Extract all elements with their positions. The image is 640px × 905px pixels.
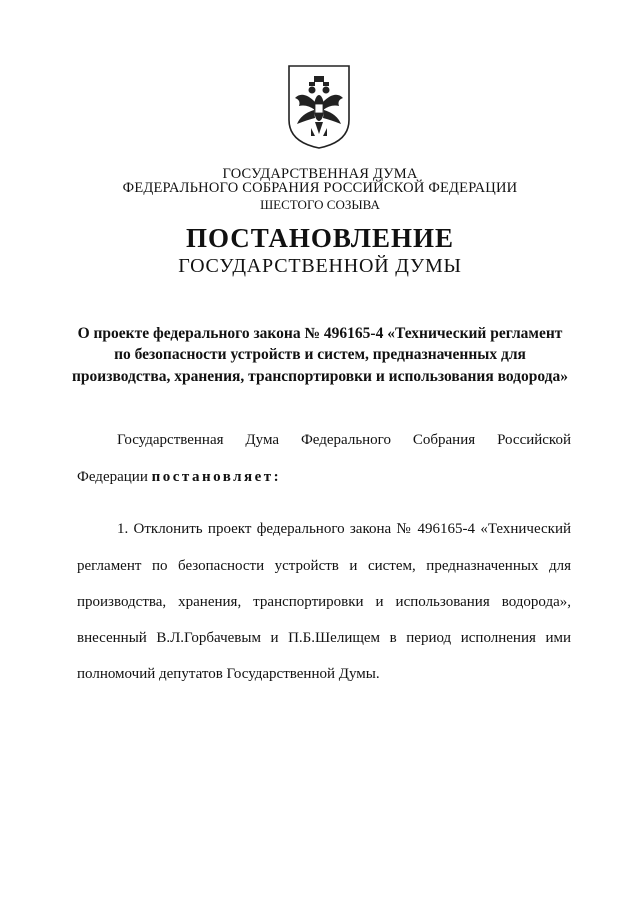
title-line: О проекте федерального закона № 496165-4 «Технический регламент — [77, 325, 563, 342]
state-emblem-icon — [285, 62, 353, 150]
document-type: ПОСТАНОВЛЕНИЕ — [185, 223, 455, 253]
preamble-line — [77, 469, 571, 486]
title-line: по безопасности устройств и систем, предназначенных для — [114, 346, 526, 363]
paragraph-line: внесенный В.Л.Горбачевым и П.Б.Шелищем в период исполнения ими — [77, 630, 571, 646]
header-line-assembly: ФЕДЕРАЛЬНОГО СОБРАНИЯ РОССИЙСКОЙ ФЕДЕРАЦИИ — [122, 180, 518, 196]
decree-word: постановляет: — [151, 469, 282, 485]
paragraph-line: 1. Отклонить проект федерального закона № 496165-4 «Технический — [117, 521, 571, 537]
header-line-convocation: ШЕСТОГО СОЗЫВА — [260, 197, 380, 212]
preamble-federation-word: Федерации — [77, 469, 148, 485]
preamble-line: Государственная Дума Федерального Собрания Российской — [117, 432, 571, 448]
paragraph-line: полномочий депутатов Государственной Думы. — [77, 666, 380, 682]
document-issuer: ГОСУДАРСТВЕННОЙ ДУМЫ — [178, 255, 462, 277]
header-line-duma: ГОСУДАРСТВЕННАЯ ДУМА — [222, 166, 418, 182]
paragraph-line: производства, хранения, транспортировки и использования водорода», — [77, 594, 571, 610]
paragraph-line: регламент по безопасности устройств и систем, предназначенных для — [77, 558, 571, 574]
title-line: производства, хранения, транспортировки и использования водорода» — [71, 368, 569, 385]
